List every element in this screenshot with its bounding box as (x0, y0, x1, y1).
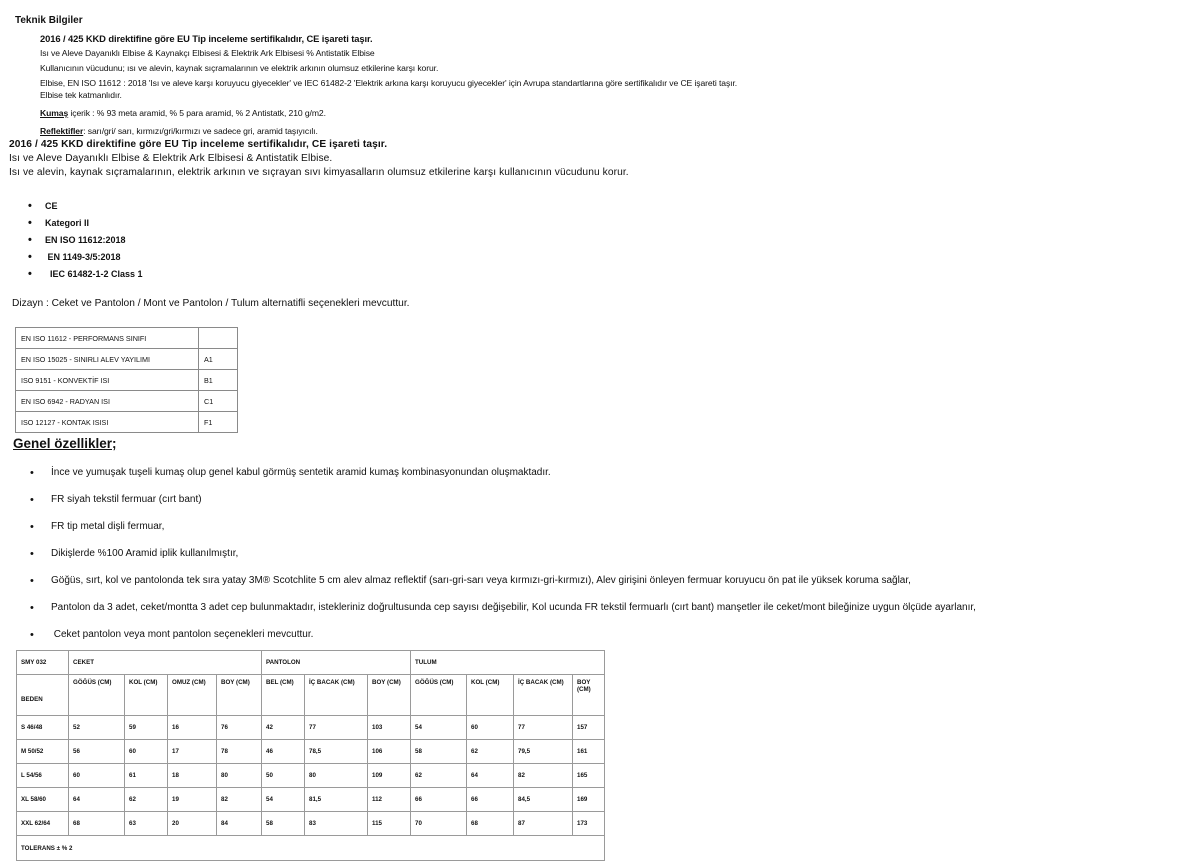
table-cell: C1 (199, 391, 238, 412)
table-cell: 16 (168, 716, 217, 740)
table-cell: 20 (168, 812, 217, 836)
list-item: • Göğüs, sırt, kol ve pantolonda tek sıra yatay 3M® Scotchlite 5 cm alev almaz reflektif (sarı-gri-sarı veya kırmızı-gri-kırmızı), Alev girişini önleyen fermuar koruyucu ön pat ile yüksek koruma sağlar, (28, 574, 976, 601)
reflective-line (40, 126, 318, 136)
table-cell: B1 (199, 370, 238, 391)
table-cell: 78,5 (305, 740, 368, 764)
table-header-cell: BOY (CM) (217, 675, 262, 716)
fabric-content: içerik : % 93 meta aramid, % 5 para aramid, % 2 Antistatk, 210 g/m2. (68, 108, 326, 118)
table-cell: 59 (125, 716, 168, 740)
table-cell: 169 (573, 788, 605, 812)
table-cell: 58 (262, 812, 305, 836)
table-cell: 80 (305, 764, 368, 788)
general-features-title: Genel özellikler; (13, 436, 117, 451)
size-header-cell: BEDEN (17, 675, 69, 716)
table-cell: 46 (262, 740, 305, 764)
section-title: Teknik Bilgiler (15, 15, 83, 26)
group-header-trousers: PANTOLON (262, 651, 411, 675)
table-cell: 60 (467, 716, 514, 740)
table-cell: 62 (125, 788, 168, 812)
table-cell: 115 (368, 812, 411, 836)
table-cell: EN ISO 11612 - PERFORMANS SINIFI (16, 328, 199, 349)
table-cell: A1 (199, 349, 238, 370)
list-item: • Kategori II (28, 215, 143, 232)
table-cell: L 54/56 (17, 764, 69, 788)
table-cell: 60 (69, 764, 125, 788)
table-cell: 66 (411, 788, 467, 812)
table-cell: F1 (199, 412, 238, 433)
table-header-cell: BOY (CM) (573, 675, 605, 716)
table-cell: 80 (217, 764, 262, 788)
table-cell: 66 (467, 788, 514, 812)
list-item: • FR tip metal dişli fermuar, (28, 520, 976, 547)
fabric-line (40, 108, 326, 118)
table-cell: 70 (411, 812, 467, 836)
table-cell: 64 (69, 788, 125, 812)
product-line: Isı ve Aleve Dayanıklı Elbise & Elektrik Ark Elbisesi & Antistatik Elbise. (9, 153, 333, 164)
table-cell: 61 (125, 764, 168, 788)
table-cell (199, 328, 238, 349)
table-row (17, 675, 605, 716)
table-header-cell: BEL (CM) (262, 675, 305, 716)
table-cell: S 46/48 (17, 716, 69, 740)
table-header-cell: GÖĞÜS (CM) (411, 675, 467, 716)
protection-line: Isı ve alevin, kaynak sıçramalarının, elektrik arkının ve sıçrayan sıvı kimyasalların olumsuz etkilerine karşı kullanıcının vücudunu korur. (9, 167, 629, 178)
table-cell: 82 (217, 788, 262, 812)
table-cell: 103 (368, 716, 411, 740)
table-row (17, 740, 605, 764)
table-cell: EN ISO 15025 - SINIRLI ALEV YAYILIMI (16, 349, 199, 370)
table-row (17, 788, 605, 812)
table-cell: 173 (573, 812, 605, 836)
table-cell: 161 (573, 740, 605, 764)
table-header-cell: OMUZ (CM) (168, 675, 217, 716)
reflective-content: : sarı/gri/ sarı, kırmızı/gri/kırmızı ve sadece gri, aramid taşıyıcılı. (83, 126, 318, 136)
table-cell: 42 (262, 716, 305, 740)
indented-product-line: Isı ve Aleve Dayanıklı Elbise & Kaynakçı Elbisesi & Elektrik Ark Elbisesi % Antistatik Elbise (40, 48, 375, 58)
table-cell: M 50/52 (17, 740, 69, 764)
table-cell: 84,5 (514, 788, 573, 812)
list-item: • FR siyah tekstil fermuar (cırt bant) (28, 493, 976, 520)
table-header-cell: KOL (CM) (125, 675, 168, 716)
table-cell: 87 (514, 812, 573, 836)
table-cell: 106 (368, 740, 411, 764)
table-row (16, 370, 238, 391)
table-cell: 56 (69, 740, 125, 764)
table-cell: 76 (217, 716, 262, 740)
indented-standard-line: Elbise, EN ISO 11612 : 2018 'Isı ve aleve karşı koruyucu giyecekler' ve IEC 61482-2 'Elektrik arkına karşı koruyucu giyecekler' için Avrupa standartlarına göre sertifikalıdır ve CE işareti taşır. (40, 78, 738, 88)
table-cell: EN ISO 6942 - RADYAN ISI (16, 391, 199, 412)
reflective-label: Reflektifler (40, 126, 84, 136)
list-item: • İnce ve yumuşak tuşeli kumaş olup genel kabul görmüş sentetik aramid kumaş kombinasyonundan oluşmaktadır. (28, 466, 976, 493)
table-cell: 60 (125, 740, 168, 764)
table-row (17, 651, 605, 675)
table-cell: ISO 9151 - KONVEKTİF ISI (16, 370, 199, 391)
table-cell: 109 (368, 764, 411, 788)
list-item: • EN 1149-3/5:2018 (28, 249, 143, 266)
table-cell: 81,5 (305, 788, 368, 812)
table-row (17, 716, 605, 740)
indented-protection-line: Kullanıcının vücudunu; ısı ve alevin, kaynak sıçramalarının ve elektrik arkının olumsuz etkilerine karşı korur. (40, 63, 439, 73)
table-header-cell: İÇ BACAK (CM) (305, 675, 368, 716)
features-list (28, 466, 976, 655)
table-row (16, 328, 238, 349)
table-cell: 64 (467, 764, 514, 788)
table-cell: 54 (411, 716, 467, 740)
table-cell: 82 (514, 764, 573, 788)
table-row (16, 412, 238, 433)
table-cell: 54 (262, 788, 305, 812)
table-cell: ISO 12127 - KONTAK ISISI (16, 412, 199, 433)
model-cell: SMY 032 (17, 651, 69, 675)
table-cell: 79,5 (514, 740, 573, 764)
list-item: • Ceket pantolon veya mont pantolon seçenekleri mevcuttur. (28, 628, 976, 655)
indented-directive-line: 2016 / 425 KKD direktifine göre EU Tip inceleme sertifikalıdır, CE işareti taşır. (40, 33, 373, 44)
table-cell: XXL 62/64 (17, 812, 69, 836)
certification-list (28, 198, 143, 283)
table-cell: 52 (69, 716, 125, 740)
list-item: • Pantolon da 3 adet, ceket/montta 3 adet cep bulunmaktadır, istekleriniz doğrultusunda cep sayısı değişebilir, Kol ucunda FR tekstil fermuarlı (cırt bant) manşetler ile ceket/mont bileğinize uygun ölçüde ayarlanır, (28, 601, 976, 628)
table-cell: 84 (217, 812, 262, 836)
indented-layer-line: Elbise tek katmanlıdır. (40, 90, 122, 100)
table-row (17, 812, 605, 836)
table-row (16, 349, 238, 370)
group-header-coverall: TULUM (411, 651, 605, 675)
size-table (16, 650, 605, 861)
table-cell: 112 (368, 788, 411, 812)
table-cell: 58 (411, 740, 467, 764)
table-row (17, 836, 605, 861)
table-cell: 77 (305, 716, 368, 740)
table-header-cell: BOY (CM) (368, 675, 411, 716)
list-item: • CE (28, 198, 143, 215)
list-item: • IEC 61482-1-2 Class 1 (28, 266, 143, 283)
table-cell: 63 (125, 812, 168, 836)
table-cell: 83 (305, 812, 368, 836)
table-cell: 77 (514, 716, 573, 740)
table-cell: 78 (217, 740, 262, 764)
table-cell: 50 (262, 764, 305, 788)
design-options: Dizayn : Ceket ve Pantolon / Mont ve Pantolon / Tulum alternatifli seçenekleri mevcuttur. (12, 298, 410, 309)
performance-table (15, 327, 238, 433)
directive-line: 2016 / 425 KKD direktifine göre EU Tip inceleme sertifikalıdır, CE işareti taşır. (9, 139, 388, 150)
table-cell: 18 (168, 764, 217, 788)
table-cell: XL 58/60 (17, 788, 69, 812)
table-header-cell: GÖĞÜS (CM) (69, 675, 125, 716)
table-header-cell: İÇ BACAK (CM) (514, 675, 573, 716)
list-item: • EN ISO 11612:2018 (28, 232, 143, 249)
tolerance-cell: TOLERANS ± % 2 (17, 836, 605, 861)
table-cell: 68 (69, 812, 125, 836)
table-cell: 19 (168, 788, 217, 812)
table-header-cell: KOL (CM) (467, 675, 514, 716)
list-item: • Dikişlerde %100 Aramid iplik kullanılmıştır, (28, 547, 976, 574)
fabric-label: Kumaş (40, 108, 69, 118)
table-cell: 165 (573, 764, 605, 788)
table-cell: 62 (411, 764, 467, 788)
table-row (17, 764, 605, 788)
table-cell: 62 (467, 740, 514, 764)
table-cell: 157 (573, 716, 605, 740)
table-cell: 17 (168, 740, 217, 764)
table-cell: 68 (467, 812, 514, 836)
table-row (16, 391, 238, 412)
group-header-jacket: CEKET (69, 651, 262, 675)
